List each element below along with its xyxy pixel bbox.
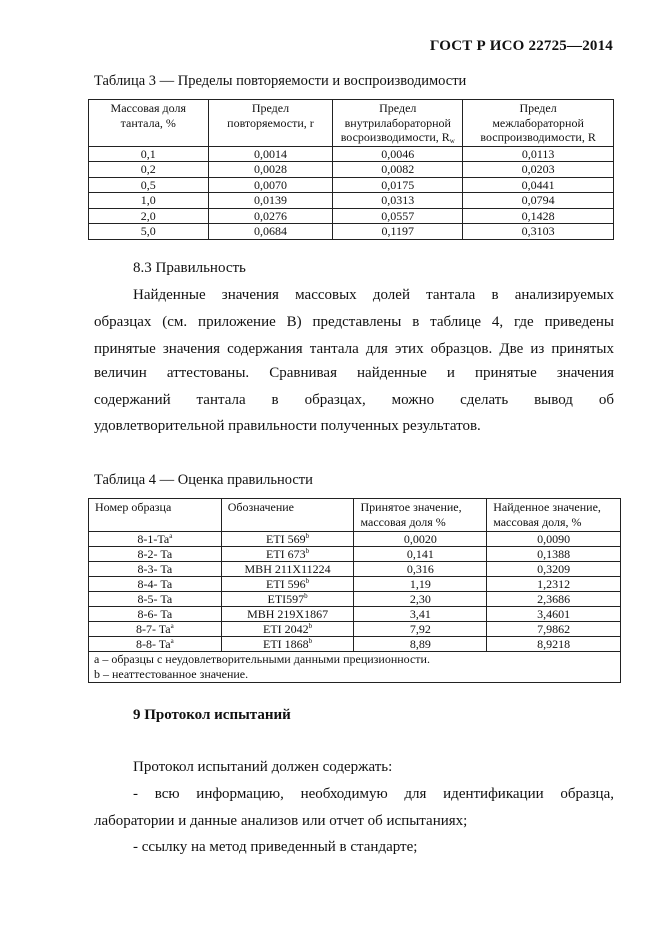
footnote-marker: a: [170, 622, 174, 630]
table-row: [89, 637, 621, 652]
table-cell: 0,0684: [208, 224, 333, 240]
table3-caption: Таблица 3 — Пределы повторяемости и воспроизводимости: [94, 73, 467, 89]
cell-text: ETI597: [267, 592, 305, 606]
table-cell: [221, 607, 354, 622]
table-row: [89, 193, 614, 209]
header-line: Номер образца: [95, 500, 172, 514]
table-row: [89, 146, 614, 162]
paragraph-line: Найденные значения массовых долей тантала в анализируемых: [133, 287, 614, 303]
cell-text: 8-3- Ta: [137, 562, 173, 576]
table-row: [89, 224, 614, 240]
paragraph-line: принятые значения содержания тантала для этих образцов. Две из принятых: [94, 341, 614, 357]
cell-text: ETI 596: [266, 577, 306, 591]
table-row: [89, 532, 621, 547]
footnote-marker: b: [304, 592, 308, 600]
cell-text: MBH 219X1867: [247, 607, 329, 621]
cell-text: 7,92: [409, 622, 431, 636]
table4-caption: Таблица 4 — Оценка правильности: [94, 472, 313, 488]
cell-text: 1,2312: [537, 577, 571, 591]
cell-text: ETI 1868: [263, 637, 309, 651]
section-9-intro: Протокол испытаний должен содержать:: [133, 759, 393, 775]
table-cell: [89, 577, 222, 592]
cell-text: 0,316: [406, 562, 434, 576]
table-cell: [221, 577, 354, 592]
cell-text: 8-1-Ta: [137, 532, 170, 546]
table-cell: 0,0276: [208, 208, 333, 224]
table-cell: 0,0046: [333, 146, 463, 162]
table-cell: [487, 547, 621, 562]
table-cell: [89, 532, 222, 547]
table-cell: [221, 532, 354, 547]
cell-text: 3,4601: [537, 607, 571, 621]
table-cell: 0,0070: [208, 177, 333, 193]
cell-text: ETI 2042: [263, 622, 309, 636]
header-line: повторяемости, r: [227, 115, 314, 130]
paragraph-line: величин аттестованы. Сравнивая найденные и принятые значения: [94, 365, 614, 381]
cell-text: 0,0090: [537, 532, 571, 546]
table-cell: [221, 637, 354, 652]
column-header: [463, 100, 614, 147]
paragraph-line: удовлетворительной правильности полученных результатов.: [94, 418, 481, 434]
table-cell: [354, 547, 487, 562]
column-header: [487, 499, 621, 532]
table-row: [89, 607, 621, 622]
cell-text: 8-6- Ta: [137, 607, 173, 621]
header-line: восроизводимости, R: [340, 130, 450, 144]
header-line: Предел: [251, 101, 290, 115]
table-cell: [487, 577, 621, 592]
footnote-marker: b: [305, 547, 310, 555]
table-row: [89, 208, 614, 224]
header-line: Найденное значение,: [493, 500, 601, 514]
table-cell: 1,0: [89, 193, 209, 209]
cell-text: 0,3209: [537, 562, 571, 576]
footnote-marker: b: [305, 532, 310, 540]
table-cell: 0,1428: [463, 208, 614, 224]
header-line: тантала, %: [120, 115, 176, 130]
list-item: - всю информацию, необходимую для идентификации образца,: [133, 786, 614, 802]
column-header: [89, 100, 209, 147]
table-cell: 0,0203: [463, 162, 614, 178]
table-cell: [487, 532, 621, 547]
cell-text: 2,3686: [537, 592, 571, 606]
table-notes-row: [89, 652, 621, 683]
footnote-marker: b: [308, 622, 313, 630]
header-line: воспроизводимости, R: [480, 130, 596, 144]
table-cell: [354, 532, 487, 547]
table-cell: 0,0014: [208, 146, 333, 162]
table-cell: 0,0313: [333, 193, 463, 209]
table-header-row: [89, 499, 621, 532]
footnote-marker: b: [308, 637, 313, 645]
cell-text: 8,89: [409, 637, 431, 651]
section-8-3-title: 8.3 Правильность: [133, 260, 246, 276]
section-9-title: 9 Протокол испытаний: [133, 707, 291, 723]
table-cell: 0,3103: [463, 224, 614, 240]
table-cell: 0,0139: [208, 193, 333, 209]
table-row: [89, 562, 621, 577]
table-header-row: [89, 100, 614, 147]
table-notes: [89, 652, 621, 683]
table-cell: [221, 562, 354, 577]
table-cell: [487, 592, 621, 607]
list-item-continuation: лаборатории и данные анализов или отчет об испытаниях;: [94, 813, 468, 829]
header-line: Предел: [379, 101, 417, 115]
cell-text: 0,1388: [537, 547, 571, 561]
cell-text: 0,141: [406, 547, 434, 561]
table-cell: 0,0557: [333, 208, 463, 224]
cell-text: 8-4- Ta: [137, 577, 173, 591]
subscript: w: [449, 137, 455, 145]
table-cell: [354, 577, 487, 592]
table-cell: [89, 637, 222, 652]
table-cell: 0,0794: [463, 193, 614, 209]
header-line: внутрилабораторной: [344, 115, 451, 130]
table-note: а – образцы с неудовлетворительными данными прецизионности.: [94, 652, 430, 666]
header-line: межлабораторной: [492, 115, 584, 130]
table-cell: 0,5: [89, 177, 209, 193]
table-cell: [487, 637, 621, 652]
cell-text: 8-2- Ta: [137, 547, 173, 561]
table-cell: 0,1197: [333, 224, 463, 240]
cell-text: 0,0020: [403, 532, 437, 546]
table-cell: [354, 637, 487, 652]
table-row: [89, 577, 621, 592]
table-cell: [354, 592, 487, 607]
table-cell: [487, 607, 621, 622]
table-cell: [221, 547, 354, 562]
table-cell: [221, 622, 354, 637]
header-line: Принятое значение,: [360, 500, 462, 514]
table-cell: [89, 607, 222, 622]
cell-text: 2,30: [409, 592, 431, 606]
paragraph-line: образцах (см. приложение В) представлены в таблице 4, где приведены: [94, 314, 614, 330]
paragraph-line: содержаний тантала в образцах, можно сделать вывод об: [94, 392, 614, 408]
header-line: массовая доля %: [360, 514, 446, 529]
table-cell: 2,0: [89, 208, 209, 224]
table-row: [89, 622, 621, 637]
table-cell: 0,0028: [208, 162, 333, 178]
column-header: [221, 499, 354, 532]
table-cell: 0,0113: [463, 146, 614, 162]
cell-text: 8-5- Ta: [137, 592, 173, 606]
list-item: - ссылку на метод приведенный в стандарте;: [133, 839, 418, 855]
table-cell: [89, 592, 222, 607]
footnote-marker: a: [169, 532, 173, 540]
cell-text: 8-8- Ta: [135, 637, 171, 651]
cell-text: 8,9218: [537, 637, 571, 651]
table-row: [89, 592, 621, 607]
table-cell: [354, 562, 487, 577]
table-row: [89, 177, 614, 193]
footnote-marker: a: [170, 637, 174, 645]
table-cell: 0,1: [89, 146, 209, 162]
table-cell: [89, 622, 222, 637]
table-cell: 5,0: [89, 224, 209, 240]
column-header: [208, 100, 333, 147]
cell-text: 1,19: [409, 577, 431, 591]
cell-text: 3,41: [409, 607, 431, 621]
table-cell: [89, 547, 222, 562]
footnote-marker: b: [305, 577, 310, 585]
header-line: Обозначение: [227, 500, 294, 514]
table-cell: [354, 607, 487, 622]
table-note: b – неаттестованное значение.: [94, 667, 249, 681]
table-cell: 0,0082: [333, 162, 463, 178]
table-cell: [221, 592, 354, 607]
accuracy-table: [88, 498, 621, 683]
header-line: Предел: [519, 101, 557, 115]
table-row: [89, 162, 614, 178]
header-line: массовая доля, %: [493, 514, 582, 529]
repeatability-table: [88, 99, 614, 240]
standard-header: ГОСТ Р ИСО 22725—2014: [429, 38, 613, 54]
header-line: Массовая доля: [110, 101, 187, 115]
column-header: [89, 499, 222, 532]
table-cell: 0,0441: [463, 177, 614, 193]
cell-text: ETI 673: [266, 547, 306, 561]
table-cell: 0,0175: [333, 177, 463, 193]
table-cell: [89, 562, 222, 577]
cell-text: 7,9862: [537, 622, 571, 636]
column-header: [333, 100, 463, 147]
column-header: [354, 499, 487, 532]
table-cell: [487, 622, 621, 637]
table-cell: [354, 622, 487, 637]
cell-text: ETI 569: [266, 532, 306, 546]
table-cell: 0,2: [89, 162, 209, 178]
table-cell: [487, 562, 621, 577]
cell-text: MBH 211X11224: [244, 562, 331, 576]
cell-text: 8-7- Ta: [135, 622, 171, 636]
table-row: [89, 547, 621, 562]
